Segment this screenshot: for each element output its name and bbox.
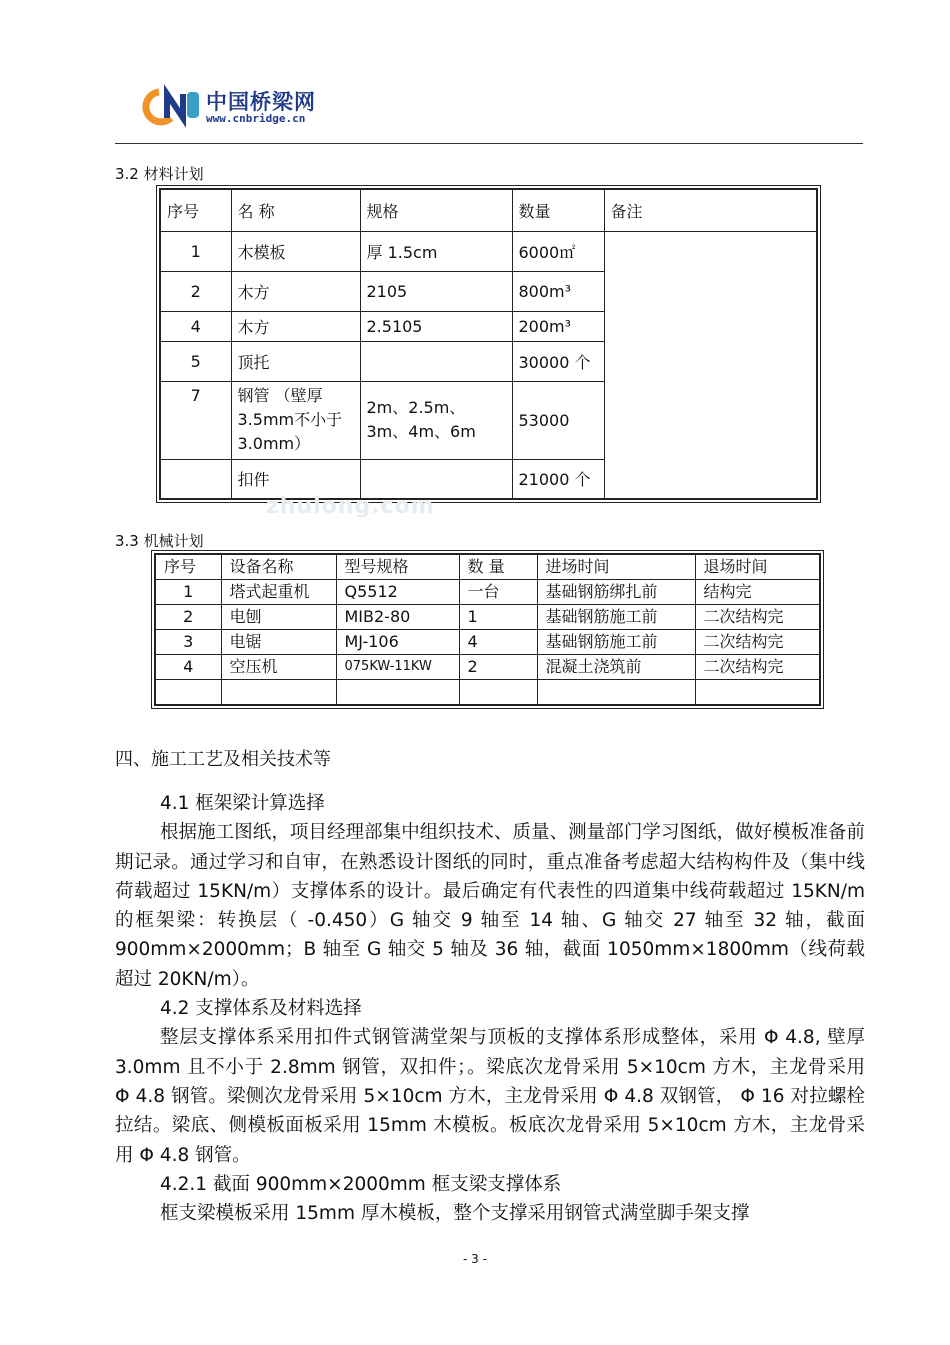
cell-qty: 6000㎡: [512, 231, 604, 271]
cell: 基础钢筋施工前: [537, 605, 695, 630]
cell-name: 木模板: [231, 231, 360, 271]
page-number: - 3 -: [463, 1252, 487, 1266]
cell: 空压机: [221, 655, 336, 680]
table-row: [155, 655, 820, 680]
cell-no: 1: [160, 231, 231, 271]
paragraph: 整层支撑体系采用扣件式钢管满堂架与顶板的支撑体系形成整体，采用 Φ 4.8, 壁厚 3.0mm 且不小于 2.8mm 钢管，双扣件；。梁底次龙骨采用 5×10cm 方木，主龙骨采用 Φ 4.8 钢管。梁侧次龙骨采用 5×10cm 方木，主龙骨采用 Φ 4.8 双钢管， Φ 16 对拉螺栓拉结。梁底、侧模板面板采用 15mm 木模板。板底次龙骨采用 5×10cm 方木，主龙骨采用 Φ 4.8 钢管。: [115, 1027, 865, 1166]
cell: 075KW-11KW: [336, 655, 459, 680]
cell: 2: [459, 655, 537, 680]
cell-no: [160, 459, 231, 499]
cell-name: 钢管 （壁厚 3.5mm不小于 3.0mm）: [231, 381, 360, 459]
cell: 电刨: [221, 605, 336, 630]
cell: 4: [155, 655, 221, 680]
cell: 基础钢筋绑扎前: [537, 580, 695, 605]
paragraph: 根据施工图纸，项目经理部集中组织技术、质量、测量部门学习图纸，做好模板准备前期记录。通过学习和自审，在熟悉设计图纸的同时，重点准备考虑超大结构构件及（集中线荷载超过 15KN/m）支撑体系的设计。最后确定有代表性的四道集中线荷载超过 15KN/m 的框架梁：转换层（ -0.450）G 轴交 9 轴至 14 轴、G 轴交 27 轴至 32 轴，截面 900mm×2000mm；B 轴至 G 轴交 5 轴及 36 轴，截面 1050mm×1800mm（线荷载超过 20KN/m）。: [115, 822, 865, 990]
paragraph: 框支梁模板采用 15mm 厚木模板，整个支撑采用钢管式满堂脚手架支撑: [160, 1203, 750, 1225]
header-cell: 备注: [604, 189, 817, 231]
table-row: [160, 231, 817, 271]
header-cell: 退场时间: [695, 554, 820, 580]
header-cell: 名 称: [231, 189, 360, 231]
cell-no: 2: [160, 271, 231, 311]
section-heading: 四、施工工艺及相关技术等: [115, 749, 331, 770]
cell-qty: 53000: [512, 381, 604, 459]
table-row: [155, 680, 820, 706]
cell-name: 顶托: [231, 341, 360, 381]
table-row: [155, 605, 820, 630]
cell: 基础钢筋施工前: [537, 630, 695, 655]
cell: [155, 680, 221, 706]
materials-title: 3.2 材料计划: [115, 165, 204, 183]
cell: [695, 680, 820, 706]
cell: 混凝土浇筑前: [537, 655, 695, 680]
watermark: zhulong.com: [266, 494, 435, 519]
cell-spec: 厚 1.5cm: [360, 231, 512, 271]
table-row: [155, 630, 820, 655]
cell-spec: 2.5105: [360, 311, 512, 341]
cell: Q5512: [336, 580, 459, 605]
section-body: [115, 789, 865, 1228]
cell: 塔式起重机: [221, 580, 336, 605]
table-row: [155, 580, 820, 605]
cell: [459, 680, 537, 706]
cell: 二次结构完: [695, 655, 820, 680]
cell-qty: 800m³: [512, 271, 604, 311]
table-header-row: [160, 189, 817, 231]
cell-qty: 21000 个: [512, 459, 604, 499]
cell: 二次结构完: [695, 630, 820, 655]
cell: 1: [155, 580, 221, 605]
cell-spec: 2105: [360, 271, 512, 311]
cell: 3: [155, 630, 221, 655]
header-cell: 序号: [155, 554, 221, 580]
cell: 4: [459, 630, 537, 655]
cell-spec: [360, 341, 512, 381]
cell-name: 木方: [231, 271, 360, 311]
header-cell: 设备名称: [221, 554, 336, 580]
cell: MIB2-80: [336, 605, 459, 630]
cell: [336, 680, 459, 706]
cell: 二次结构完: [695, 605, 820, 630]
cell: [221, 680, 336, 706]
cell: 2: [155, 605, 221, 630]
header-rule: [115, 143, 863, 144]
header-cell: 序号: [160, 189, 231, 231]
cell: 结构完: [695, 580, 820, 605]
table-header-row: [155, 554, 820, 580]
cell: 1: [459, 605, 537, 630]
cell: MJ-106: [336, 630, 459, 655]
cell-no: 4: [160, 311, 231, 341]
subheading: 4.1 框架梁计算选择: [160, 793, 325, 814]
machinery-title: 3.3 机械计划: [115, 532, 204, 550]
subheading: 4.2.1 截面 900mm×2000mm 框支梁支撑体系: [160, 1173, 562, 1195]
header-cell: 规格: [360, 189, 512, 231]
header-cell: 进场时间: [537, 554, 695, 580]
cell-spec: 2m、2.5m、3m、4m、6m: [360, 381, 512, 459]
cell: [537, 680, 695, 706]
cell-spec: [360, 459, 512, 499]
cell-remark: [604, 231, 817, 499]
cell-no: 5: [160, 341, 231, 381]
logo-name: 中国桥梁网: [206, 90, 316, 114]
machinery-table: [154, 553, 821, 706]
subheading: 4.2 支撑体系及材料选择: [160, 998, 362, 1020]
logo-url: www.cnbridge.cn: [206, 112, 306, 125]
cell-name: 扣件: [231, 459, 360, 499]
cell-qty: 30000 个: [512, 341, 604, 381]
cell-qty: 200m³: [512, 311, 604, 341]
header-cell: 数量: [512, 189, 604, 231]
cell-no: 7: [160, 381, 231, 459]
materials-table: [159, 188, 818, 500]
cell: 一台: [459, 580, 537, 605]
header-cell: 型号规格: [336, 554, 459, 580]
cell-name: 木方: [231, 311, 360, 341]
cell: 电锯: [221, 630, 336, 655]
header-cell: 数 量: [459, 554, 537, 580]
